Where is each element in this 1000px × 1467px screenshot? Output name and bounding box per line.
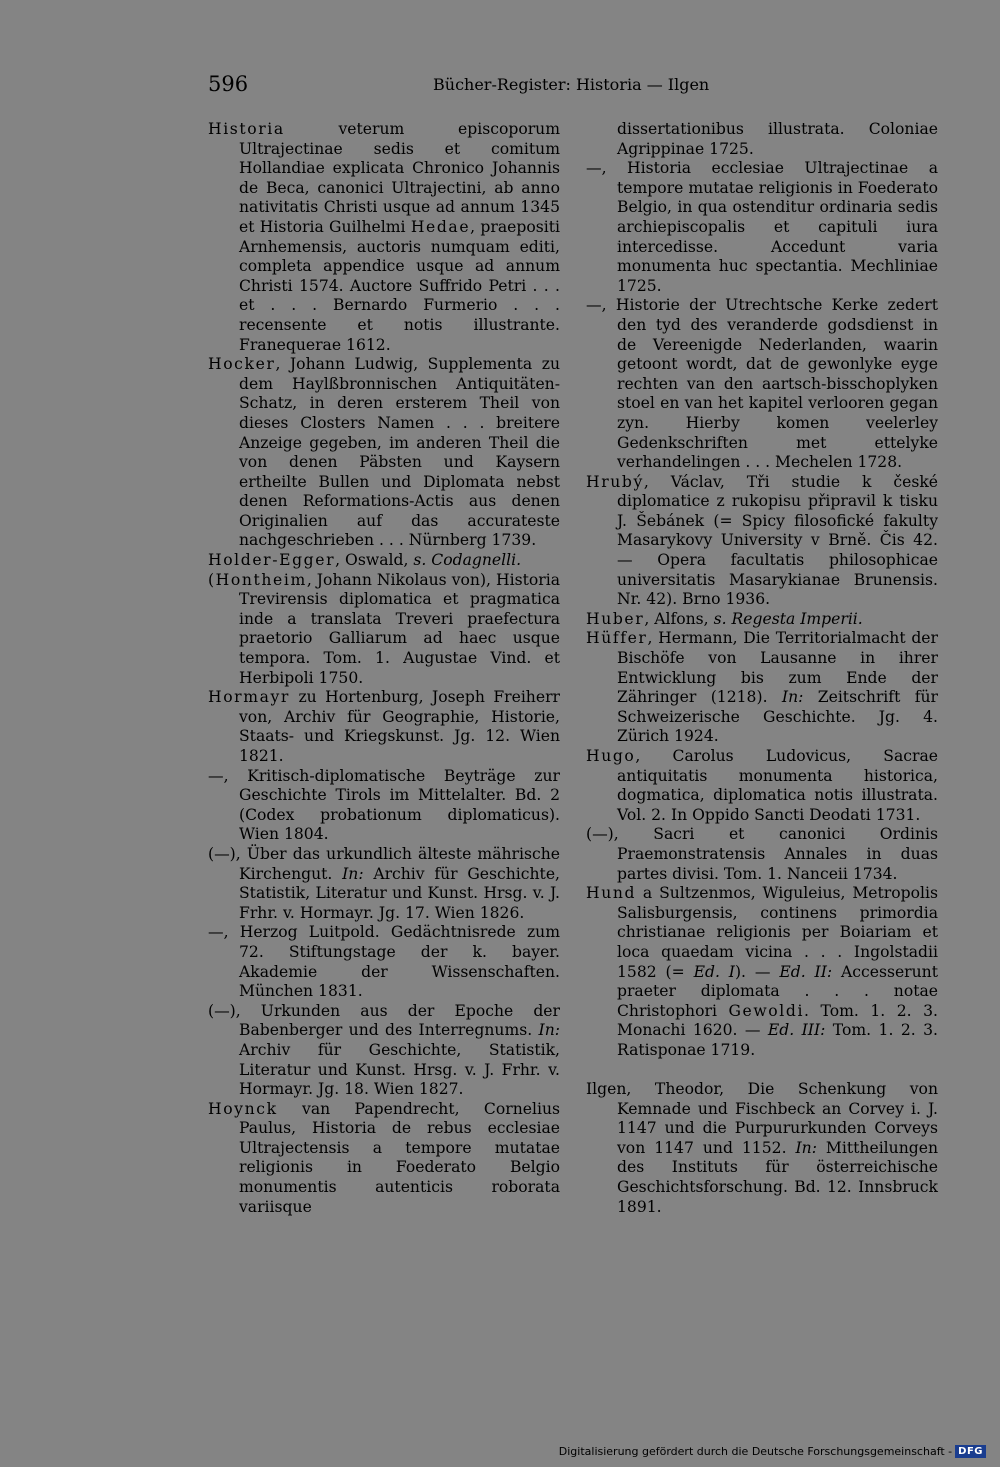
entry-head: Huber (586, 609, 645, 628)
index-entry: Hrubý, Václav, Tři studie k české diplomatice z rukopisu připravil k tisku J. Šebánek (= Spicy filosofické fakulty Masarykovy University v Brně. Čis 42. — Opera facultatis philosophicae universitatis Masarykianae Brunensis. Nr. 42). Brno 1936. (586, 472, 938, 609)
index-entry: Holder-Egger, Oswald, s. Codagnelli. (208, 551, 522, 570)
index-entry: Hocker, Johann Ludwig, Supplementa zu dem Haylßbronnischen Antiquitäten-Schatz, in deren ersterem Theil von dieses Closters Namen . . . breitere Anzeige gegeben, im anderen Theil die von denen Päbsten und Kaysern ertheilte Bullen und Diplomata nebst denen Reformations-Actis aus denen Originalien auf das accurateste nachgeschrieben . . . Nürnberg 1739. (208, 355, 560, 550)
index-entry: (—), Über das urkundlich älteste mährische Kirchengut. In: Archiv für Geschichte, Statistik, Literatur und Kunst. Hrsg. v. J. Frhr. v. Hormayr. Jg. 17. Wien 1826. (208, 844, 560, 922)
left-column (208, 120, 560, 1217)
index-entry: (—), Sacri et canonici Ordinis Praemonstratensis Annales in duas partes divisi. Tom. 1. Nanceii 1734. (586, 825, 938, 883)
index-entry: —, Herzog Luitpold. Gedächtnisrede zum 72. Stiftungstage der k. bayer. Akademie der Wissenschaften. München 1831. (208, 923, 560, 1001)
index-entry: —, Historia ecclesiae Ultrajectinae a tempore mutatae religionis in Foederato Belgio, in qua ostenditur ordinaria sedis archiepiscopalis et capituli iura intercedisse. Accedunt varia monumenta huc spectantia. Mechliniae 1725. (586, 159, 938, 295)
index-entry: Hund a Sultzenmos, Wiguleius, Metropolis Salisburgensis, continens primordia christianae religionis per Boiariam et loca quaedam vicina . . . Ingolstadii 1582 (= Ed. I). — Ed. II: Accesserunt praeter diplomata . . . notae Christophori Gewoldi. Tom. 1. 2. 3. Monachi 1620. — Ed. III: Tom. 1. 2. 3. Ratisponae 1719. (586, 884, 938, 1059)
running-head: Bücher-Register: Historia — Ilgen (433, 75, 710, 94)
entry-head: Hormayr (208, 688, 290, 707)
entry-head: Ilgen (586, 1080, 627, 1099)
index-entry: (Hontheim, Johann Nikolaus von), Historia Trevirensis diplomatica et pragmatica inde a translata Treveri praefectura praetorio Galliarum ad haec usque tempora. Tom. 1. Augustae Vind. et Herbipoli 1750. (208, 570, 560, 687)
entry-head: Hüffer (586, 629, 648, 648)
entry-head: Historia (208, 120, 285, 138)
entry-head: Hund (586, 884, 637, 903)
entry-head: (Hontheim (208, 570, 307, 589)
index-entry: (—), Urkunden aus der Epoche der Babenberger und des Interregnums. In: Archiv für Geschichte, Statistik, Literatur und Kunst. Hrsg. v. J. Frhr. v. Hormayr. Jg. 18. Wien 1827. (208, 1001, 560, 1099)
index-entry: Ilgen, Theodor, Die Schenkung von Kemnade und Fischbeck an Corvey i. J. 1147 und die Purpururkunden Corveys von 1147 und 1152. In: Mittheilungen des Instituts für österreichische Geschichtsforschung. Bd. 12. Innsbruck 1891. (586, 1080, 939, 1216)
dfg-logo-icon: DFG (955, 1445, 986, 1458)
index-entry: Hugo, Carolus Ludovicus, Sacrae antiquitatis monumenta historica, dogmatica, diplomatica notis illustrata. Vol. 2. In Oppido Sancti Deodati 1731. (586, 747, 938, 824)
index-entry: Huber, Alfons, s. Regesta Imperii. (586, 609, 863, 628)
right-column (586, 120, 938, 1217)
entry-head: Hrubý (586, 472, 644, 491)
entry-head: Hocker (208, 355, 276, 374)
index-entry-continuation: dissertationibus illustrata. Coloniae Agrippinae 1725. (617, 120, 938, 158)
index-entry: Historia veterum episcoporum Ultrajectinae sedis et comitum Hollandiae explicata Chronico Johannis de Beca, canonici Ultrajectini, ab anno nativitatis Christi usque ad annum 1345 et Historia Guilhelmi Hedae, praepositi Arnhemensis, auctoris numquam editi, completa appendice usque ad annum Christi 1574. Auctore Suffrido Petri . . . et . . . Bernardo Furmerio . . . recensente et notis illustrante. Franequerae 1612. (208, 120, 560, 354)
footer-text: Digitalisierung gefördert durch die Deutsche Forschungsgemeinschaft - (558, 1445, 953, 1458)
entry-head: Holder-Egger (208, 551, 336, 570)
index-entry: Hormayr zu Hortenburg, Joseph Freiherr von, Archiv für Geographie, Historie, Staats- und Kriegskunst. Jg. 12. Wien 1821. (208, 688, 560, 765)
index-entry: —, Historie der Utrechtsche Kerke zedert den tyd des veranderde godsdienst in de Vereenigde Nederlanden, waarin getoont wordt, dat de gewonlyke eyge rechten van den aartsch-bisschoplyken stoel en van het kapitel verlooren gegan zyn. Hierby komen veelerley Gedenkschriften met ettelyke verhandelingen . . . Mechelen 1728. (586, 296, 938, 472)
page-number: 596 (208, 72, 249, 96)
index-entry: Hüffer, Hermann, Die Territorialmacht der Bischöfe von Lausanne in ihrer Entwicklung bis zum Ende der Zähringer (1218). In: Zeitschrift für Schweizerische Geschichte. Jg. 4. Zürich 1924. (586, 629, 938, 746)
digitization-footer (559, 1445, 986, 1458)
entry-head: Hoynck (208, 1099, 278, 1118)
entry-head: Hugo (586, 747, 636, 765)
page-header (208, 72, 960, 100)
index-entry: —, Kritisch-diplomatische Beyträge zur Geschichte Tirols im Mittelalter. Bd. 2 (Codex probationum diplomaticus). Wien 1804. (208, 766, 560, 844)
index-entry: Hoynck van Papendrecht, Cornelius Paulus, Historia de rebus ecclesiae Ultrajectensis a tempore mutatae religionis in Foederato Belgio monumentis autenticis roborata variisque (208, 1099, 560, 1216)
